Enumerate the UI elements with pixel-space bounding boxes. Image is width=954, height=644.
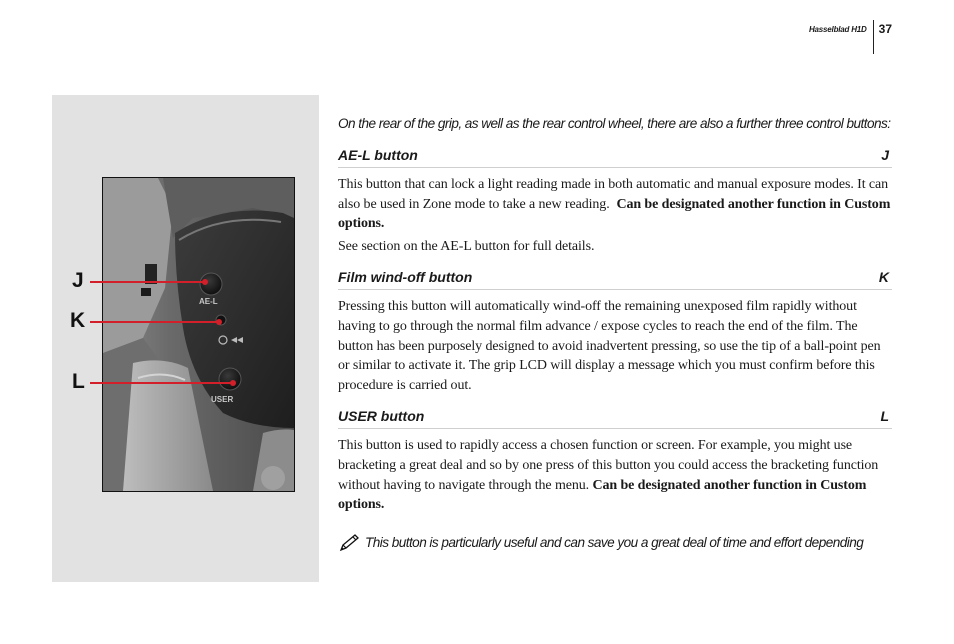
section-letter: J bbox=[881, 147, 889, 163]
section-heading bbox=[338, 268, 892, 290]
section-body bbox=[338, 175, 892, 234]
callout-l-line bbox=[90, 382, 232, 384]
section-body bbox=[338, 436, 892, 514]
section-note: See section on the AE-L button for full details. bbox=[338, 238, 595, 254]
callout-j: J bbox=[72, 269, 84, 292]
camera-grip-photo bbox=[102, 177, 295, 492]
section-user bbox=[338, 407, 892, 514]
callout-l: L bbox=[72, 370, 85, 393]
callout-j-dot bbox=[202, 279, 208, 285]
callout-k: K bbox=[70, 309, 86, 332]
section-text: This button that can lock a light reading made in both automatic and manual exposure modes. It can also be used in Zone mode to take a new reading. bbox=[338, 177, 889, 212]
section-film-wind-off bbox=[338, 268, 892, 395]
section-title: USER button bbox=[338, 408, 425, 425]
section-title: AE-L button bbox=[338, 147, 418, 163]
pencil-icon bbox=[338, 533, 362, 553]
page-number: 37 bbox=[878, 22, 892, 36]
page-header bbox=[809, 20, 892, 54]
section-bold-text: Can be designated another function in Custom options. bbox=[338, 477, 867, 513]
section-body: Pressing this button will automatically wind-off the remaining unexposed film rapidly without having to go through the normal film advance / expose cycles to reach the end of the film. The button has been purposely designed to avoid inadvertent pressing, so use the tip of a ball-point pen or similar to activate it. The grip LCD will display a message which you must confirm before this procedure is carried out. bbox=[338, 299, 881, 393]
header-divider bbox=[873, 20, 874, 54]
ael-label: AE-L bbox=[199, 297, 218, 306]
tip-text: This button is particularly useful and can save you a great deal of time and effort depending bbox=[365, 535, 864, 551]
section-letter: K bbox=[878, 269, 889, 286]
section-bold-text: Can be designated another function in Custom options. bbox=[338, 196, 891, 232]
callout-k-dot bbox=[216, 319, 222, 325]
callout-j-line bbox=[90, 281, 204, 283]
section-letter: L bbox=[880, 408, 889, 425]
user-label: USER bbox=[211, 395, 234, 404]
intro-text: On the rear of the grip, as well as the rear control wheel, there are also a further three control buttons: bbox=[338, 116, 891, 131]
manual-title: Hasselblad H1D bbox=[808, 25, 867, 34]
section-heading bbox=[338, 146, 892, 168]
section-heading bbox=[338, 407, 892, 429]
callout-l-dot bbox=[230, 380, 236, 386]
tip-note bbox=[338, 533, 892, 553]
section-ael bbox=[338, 146, 892, 256]
text-column bbox=[338, 114, 892, 553]
section-title: Film wind-off button bbox=[338, 269, 473, 286]
callout-k-line bbox=[90, 321, 218, 323]
section-text: This button is used to rapidly access a chosen function or screen. For example, you might use bracketing a great deal and so by one press of this button you could access the bracketing function without having to navigate through the menu. bbox=[338, 438, 879, 493]
